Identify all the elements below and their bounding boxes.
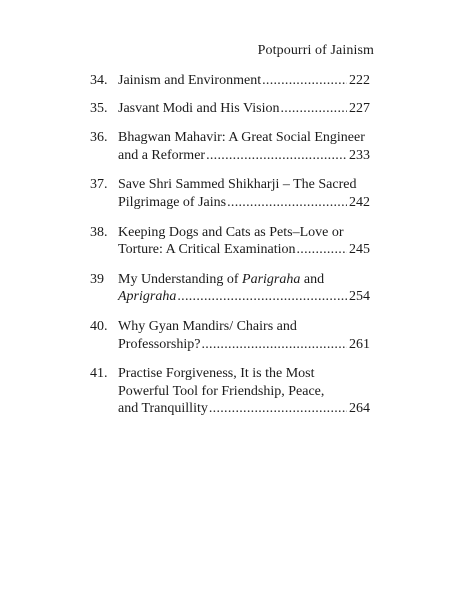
toc-entry-body (118, 365, 370, 418)
toc-entry (90, 365, 370, 418)
toc-entry-body (118, 271, 370, 306)
toc-entry-title-line: Bhagwan Mahavir: A Great Social Engineer (118, 130, 365, 146)
dot-leader (177, 288, 347, 306)
toc-entry (90, 176, 370, 211)
toc-entry (90, 318, 370, 353)
toc-entry-title: Torture: A Critical Examination (118, 242, 296, 258)
toc-entry-title-italic: Aprigraha (118, 289, 177, 305)
toc-entry-body (118, 224, 370, 259)
toc-page-number: 245 (349, 242, 370, 258)
toc-entry (90, 72, 370, 90)
toc-entry-title: and a Reformer (118, 147, 206, 163)
toc-entry-title-text: My Understanding of (118, 271, 243, 287)
dot-leader (227, 194, 347, 212)
dot-leader (209, 400, 347, 418)
toc-page-number: 254 (349, 289, 370, 305)
toc-entry-title-line: Keeping Dogs and Cats as Pets–Love or (118, 224, 344, 240)
toc-entry-body (118, 129, 370, 164)
toc-entry-line (118, 241, 370, 259)
toc-entry-title-text: and (300, 271, 325, 287)
toc-entry-body (118, 72, 370, 90)
toc-entry-title: Professorship? (118, 336, 201, 352)
toc-entry (90, 100, 370, 118)
dot-leader (262, 72, 347, 90)
toc-page-number: 264 (349, 401, 370, 417)
toc-entry-number: 39 (90, 271, 104, 287)
toc-entry-number: 38. (90, 224, 108, 240)
toc-entry-body (118, 176, 370, 211)
toc-entry-number: 41. (90, 366, 108, 382)
toc-entry-number: 40. (90, 318, 108, 334)
toc-entry-title-line: Why Gyan Mandirs/ Chairs and (118, 318, 297, 334)
toc-entry-line (118, 336, 370, 354)
toc-entry-title-line: Practise Forgiveness, It is the Most (118, 366, 315, 382)
toc-page-number: 227 (349, 100, 370, 116)
dot-leader (280, 100, 347, 118)
toc-entry-line (118, 288, 370, 306)
toc-entry (90, 129, 370, 164)
table-of-contents (90, 72, 370, 430)
toc-entry-number: 36. (90, 130, 108, 146)
toc-entry-line (118, 194, 370, 212)
running-head: Potpourri of Jainism (257, 43, 374, 58)
toc-entry-body (118, 318, 370, 353)
toc-entry-title-italic: Parigraha (242, 271, 301, 287)
toc-entry-title: Pilgrimage of Jains (118, 194, 227, 210)
dot-leader (201, 336, 347, 354)
toc-entry-title: Jainism and Environment (118, 73, 262, 88)
dot-leader (206, 147, 347, 165)
toc-page-number: 222 (349, 73, 370, 88)
toc-entry-title-line (118, 271, 370, 289)
toc-page-number: 242 (349, 194, 370, 210)
toc-entry-title-line: Save Shri Sammed Shikharji – The Sacred (118, 177, 357, 193)
toc-entry-line (118, 400, 370, 418)
toc-page-number: 261 (349, 336, 370, 352)
toc-entry-line (118, 72, 370, 90)
toc-entry-title-line: Powerful Tool for Friendship, Peace, (118, 383, 325, 399)
toc-entry-number: 34. (90, 73, 108, 88)
toc-entry (90, 271, 370, 306)
dot-leader (296, 241, 347, 259)
toc-entry-line (118, 147, 370, 165)
toc-entry-body (118, 100, 370, 118)
toc-entry-number: 37. (90, 177, 108, 193)
toc-entry-line (118, 100, 370, 118)
toc-entry-number: 35. (90, 100, 108, 116)
toc-page-number: 233 (349, 147, 370, 163)
toc-entry-title: Jasvant Modi and His Vision (118, 100, 280, 116)
toc-entry (90, 224, 370, 259)
toc-entry-title: and Tranquillity (118, 401, 208, 417)
